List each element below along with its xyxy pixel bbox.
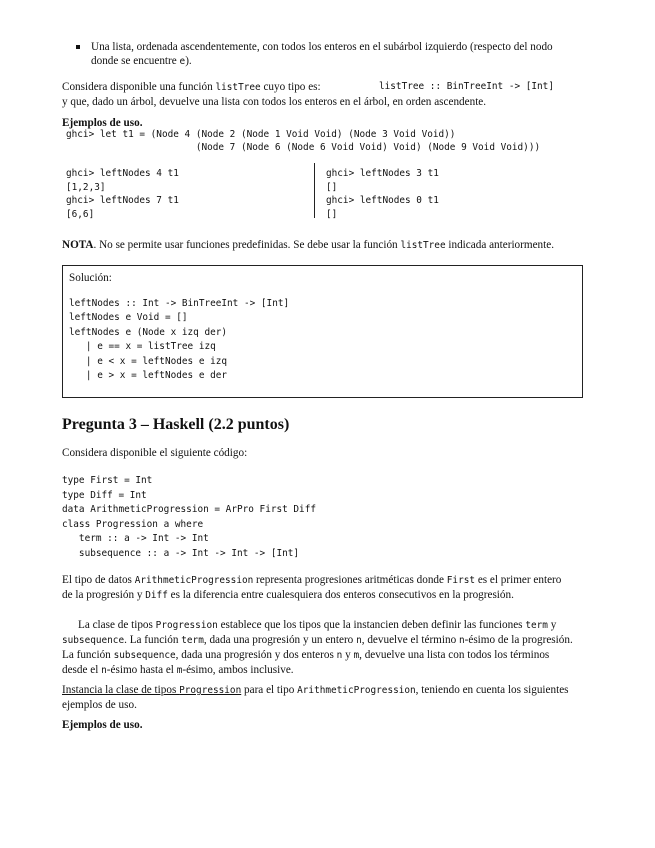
examples-heading-2: Ejemplos de uso. <box>62 719 143 731</box>
ghci-let-line-2: (Node 7 (Node 6 (Node 6 Void Void) Void) (Node 9 Void Void))) <box>66 142 541 153</box>
nota-paragraph: NOTA. No se permite usar funciones predefinidas. Se debe usar la función listTree indicada anteriormente. <box>62 239 554 251</box>
type-signature: listTree :: BinTreeInt -> [Int] <box>379 81 554 92</box>
ghci-let-line-1: ghci> let t1 = (Node 4 (Node 2 (Node 1 Void Void) (Node 3 Void Void)) <box>66 129 456 140</box>
column-divider <box>314 163 315 218</box>
examples-heading-1: Ejemplos de uso. <box>62 117 143 129</box>
paragraph-task: Instancia la clase de tipos Progression para el tipo ArithmeticProgression, teniendo en cuenta los siguientes ejemplos de uso. <box>62 684 569 711</box>
paragraph-typeclass: La clase de tipos Progression establece que los tipos que la instancien deben definir las funciones term y subsequence. La función term, dada una progresión y un entero n, devuelve el término n-ésimo de la progresión. La función subsequence, dada una progresión y dos enteros n y m, devuelve una lista con todos los términos desde el n-ésimo hasta el m-ésimo, ambos inclusive. <box>62 619 573 676</box>
solution-label: Solución: <box>69 272 112 284</box>
solution-box <box>62 265 583 398</box>
question-3-title: Pregunta 3 – Haskell (2.2 puntos) <box>62 416 290 433</box>
intro-paragraph: Considera disponible una función listTree cuyo tipo es: listTree :: BinTreeInt -> [Int] y que, dado un árbol, devuelve una lista con todos los enteros en el árbol, en orden ascendente. <box>62 81 554 108</box>
examples-left-column: ghci> leftNodes 4 t1 [1,2,3] ghci> leftNodes 7 t1 [6,6] <box>66 168 179 220</box>
bullet-text: Una lista, ordenada ascendentemente, con todos los enteros en el subárbol izquierdo (respecto del nodo donde se encuentre e). <box>91 41 553 67</box>
paragraph-datatype: El tipo de datos ArithmeticProgression representa progresiones aritméticas donde First es el primer entero de la progresión y Diff es la diferencia entre cualesquiera dos enteros consecutivos en la progresión. <box>62 574 562 601</box>
bullet-marker <box>76 45 80 49</box>
examples-right-column: ghci> leftNodes 3 t1 [] ghci> leftNodes 0 t1 [] <box>326 168 439 220</box>
solution-code: leftNodes :: Int -> BinTreeInt -> [Int] leftNodes e Void = [] leftNodes e (Node x izq der) | e == x = listTree izq | e < x = leftNodes e izq | e > x = leftNodes e der <box>69 298 290 382</box>
question-3-code: type First = Int type Diff = Int data ArithmeticProgression = ArPro First Diff class Progression a where term :: a -> Int -> Int subsequence :: a -> Int -> Int -> [Int] <box>62 475 316 559</box>
bullet-item <box>76 40 572 69</box>
question-3-intro: Considera disponible el siguiente código: <box>62 447 248 459</box>
